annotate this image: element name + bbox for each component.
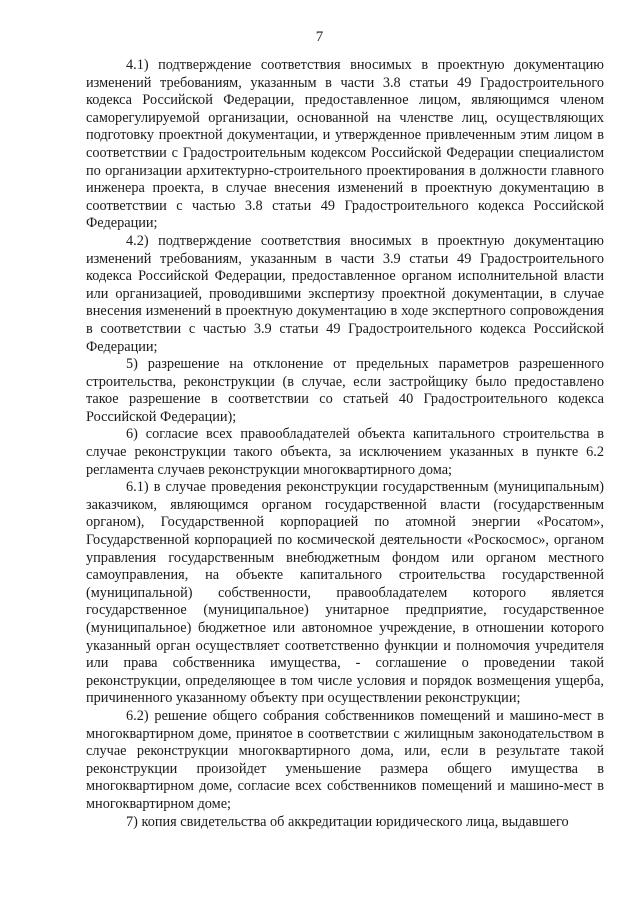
page-number: 7	[315, 29, 324, 45]
paragraph-7: 7) копия свидетельства об аккредитации юридического лица, выдавшего	[126, 813, 569, 830]
paragraph-5: 5) разрешение на отклонение от предельных параметров разрешенного строительства, реконструкции (в случае, если застройщику было предоставлено такое разрешение в соответствии со статьей 40 Градостроительного кодекса Российской Федерации);	[86, 356, 604, 425]
paragraph-6: 6) согласие всех правообладателей объекта капитального строительства в случае реконструкции такого объекта, за исключением указанных в пункте 6.2 регламента случаев реконструкции многоквартирного дома;	[86, 426, 604, 478]
paragraph-4-1: 4.1) подтверждение соответствия вносимых в проектную документацию изменений требованиям, указанным в части 3.8 статьи 49 Градостроительного кодекса Российской Федерации, предоставленное лицом, являющимся членом саморегулируемой организации, основанной на членстве лиц, осуществляющих подготовку проектной документации, и утвержденное привлеченным этим лицом в соответствии с Градостроительным кодексом Российской Федерации специалистом по организации архитектурно-строительного проектирования в должности главного инженера проекта, в случае внесения изменений в проектную документацию в соответствии с частью 3.8 статьи 49 Градостроительного кодекса Российской Федерации;	[86, 57, 604, 232]
paragraph-4-2: 4.2) подтверждение соответствия вносимых в проектную документацию изменений требованиям, указанным в части 3.9 статьи 49 Градостроительного кодекса Российской Федерации, предоставленное органом исполнительной власти или организацией, проводившими экспертизу проектной документации, в случае внесения изменений в проектную документацию в ходе экспертного сопровождения в соответствии с частью 3.9 статьи 49 Градостроительного кодекса Российской Федерации;	[86, 232, 604, 355]
paragraph-6-2: 6.2) решение общего собрания собственников помещений и машино-мест в многоквартирном доме, принятое в соответствии с жилищным законодательством в случае реконструкции многоквартирного дома, или, если в результате такой реконструкции произойдет уменьшение размера общего имущества в многоквартирном доме, согласие всех собственников помещений и машино-мест в многоквартирном доме;	[86, 707, 604, 812]
document-body	[86, 57, 604, 831]
paragraph-6-1: 6.1) в случае проведения реконструкции государственным (муниципальным) заказчиком, являющимся органом государственной власти (государственным органом), Государственной корпорацией по атомной энергии «Росатом», Государственной корпорацией по космической деятельности «Роскосмос», органом управления государственным внебюджетным фондом или органом местного самоуправления, на объекте капитального строительства государственной (муниципальной) собственности, правообладателем которого является государственное (муниципальное) унитарное предприятие, государственное (муниципальное) бюджетное или автономное учреждение, в отношении которого указанный орган осуществляет соответственно функции и полномочия учредителя или права собственника имущества, - соглашение о проведении такой реконструкции, определяющее в том числе условия и порядок возмещения ущерба, причиненного указанному объекту при осуществлении реконструкции;	[86, 479, 604, 707]
